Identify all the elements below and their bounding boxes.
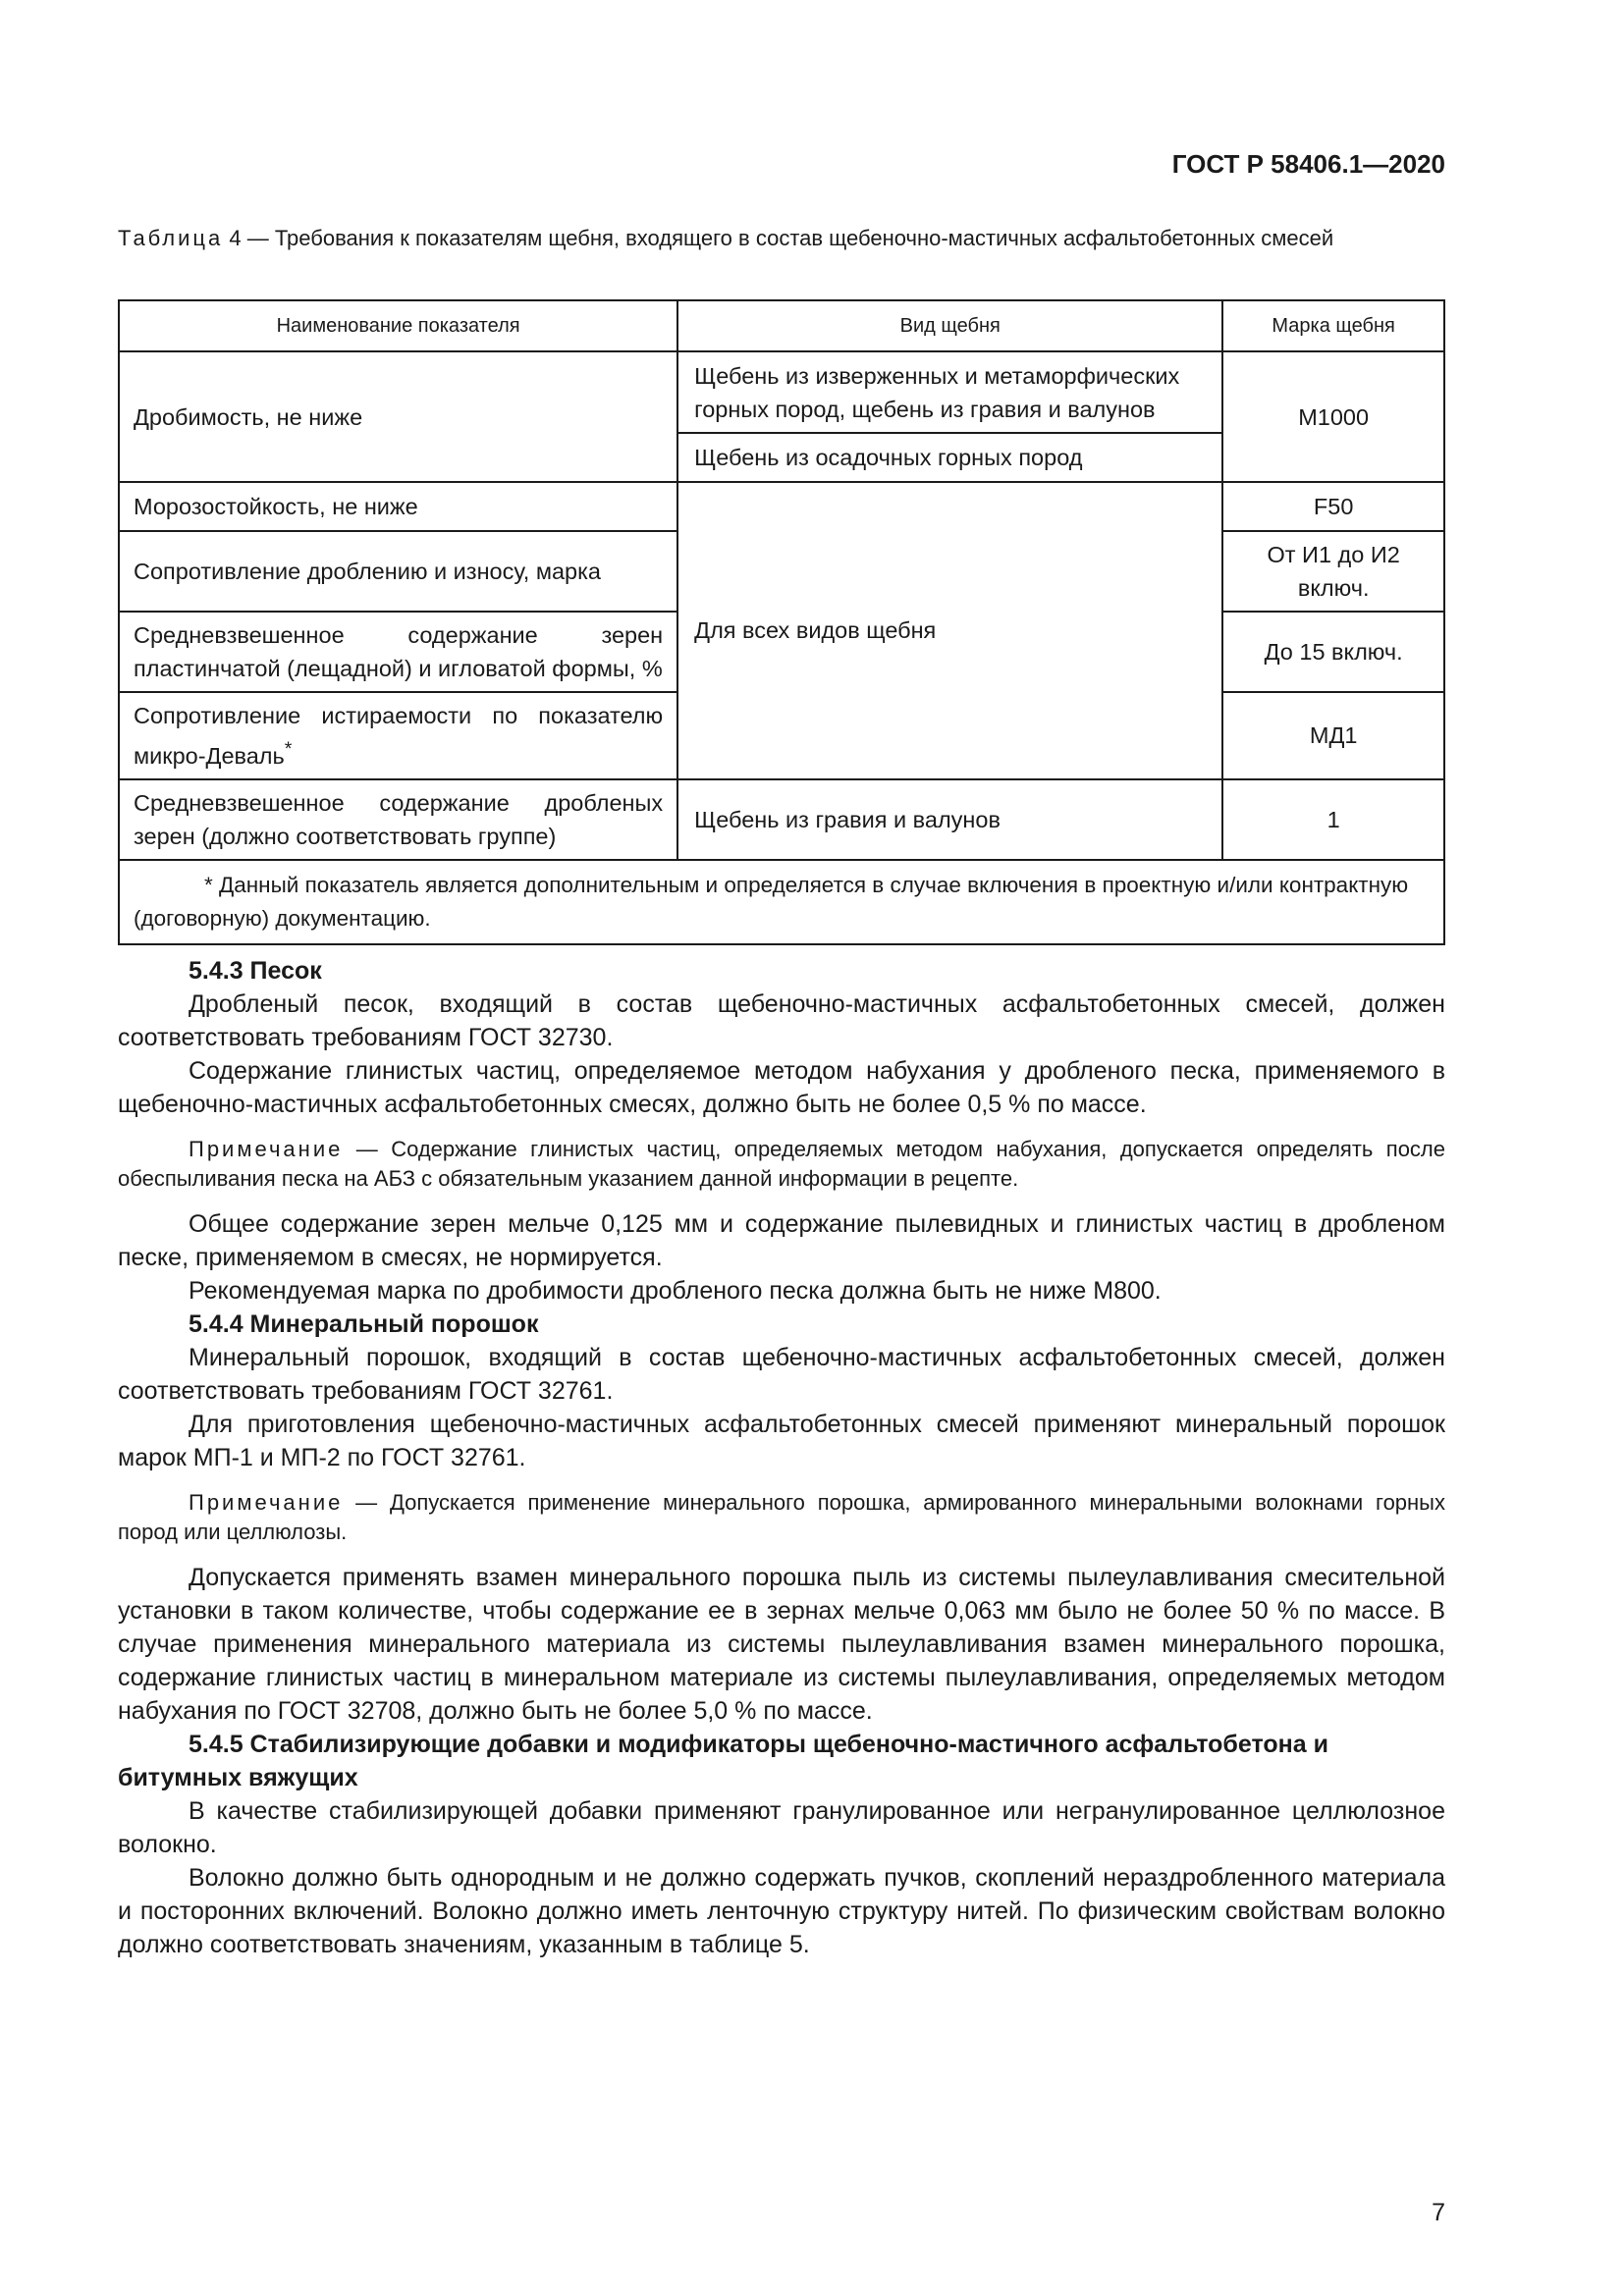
- page-number: 7: [1432, 2199, 1445, 2226]
- paragraph: Для приготовления щебеночно-мастичных асфальтобетонных смесей применяют минеральный порошок марок МП-1 и МП-2 по ГОСТ 32761.: [118, 1411, 1445, 1471]
- note-label: Примечание: [189, 1137, 344, 1161]
- row-kind-all-types: Для всех видов щебня: [677, 482, 1222, 779]
- note-text: — Содержание глинистых частиц, определяемых методом набухания, допускается определять после обеспыливания песка на АБЗ с обязательным указанием данной информации в рецепте.: [118, 1137, 1445, 1191]
- row-mark-crushability: М1000: [1222, 351, 1444, 482]
- table-footnote-text: * Данный показатель является дополнительным и определяется в случае включения в проектную и/или контрактную (договорную) документацию.: [134, 872, 1409, 931]
- table-caption-label: Таблица: [118, 226, 224, 250]
- paragraph: Рекомендуемая марка по дробимости дробленого песка должна быть не ниже М800.: [189, 1277, 1162, 1305]
- note: [118, 1135, 1445, 1194]
- note: [118, 1488, 1445, 1547]
- row-mark-crushed-grains: 1: [1222, 779, 1444, 860]
- section-5-4-4-title: 5.4.4 Минеральный порошок: [189, 1310, 539, 1338]
- table-caption: [118, 224, 1443, 253]
- table-caption-text: 4 — Требования к показателям щебня, входящего в состав щебеночно-мастичных асфальтобетонных смесей: [223, 226, 1334, 250]
- paragraph: Минеральный порошок, входящий в состав щебеночно-мастичных асфальтобетонных смесей, должен соответствовать требованиям ГОСТ 32761.: [118, 1344, 1445, 1405]
- row-name-micro-deval: [119, 692, 677, 779]
- row-name-frost-resistance: Морозостойкость, не ниже: [119, 482, 677, 531]
- row-kind-gravel: Щебень из гравия и валунов: [677, 779, 1222, 860]
- row-mark-flaky-grains: До 15 включ.: [1222, 612, 1444, 692]
- section-5-4-3-title: 5.4.3 Песок: [189, 957, 322, 985]
- column-header-gravel-type: Вид щебня: [677, 300, 1222, 351]
- row-name-crushed-grains: Средневзвешенное содержание дробленых зерен (должно соответствовать группе): [119, 779, 677, 860]
- footnote-mark: *: [284, 738, 293, 760]
- paragraph: Волокно должно быть однородным и не должно содержать пучков, скоплений нераздробленного материала и посторонних включений. Волокно должно иметь ленточную структуру нитей. По физическим свойствам волокно должно соответствовать значениям, указанным в таблице 5.: [118, 1864, 1445, 1958]
- section-5-4-5-title: 5.4.5 Стабилизирующие добавки и модификаторы щебеночно-мастичного асфальтобетона и битумных вяжущих: [118, 1731, 1328, 1791]
- paragraph: Содержание глинистых частиц, определяемое методом набухания у дробленого песка, применяемого в щебеночно-мастичных асфальтобетонных смесях, должно быть не более 0,5 % по массе.: [118, 1057, 1445, 1118]
- row-name-crushability: Дробимость, не ниже: [119, 351, 677, 482]
- paragraph: В качестве стабилизирующей добавки применяют гранулированное или негранулированное целлюлозное волокно.: [118, 1797, 1445, 1858]
- row-name-micro-deval-text: Сопротивление истираемости по показателю микро-Деваль: [134, 703, 664, 769]
- paragraph: Общее содержание зерен мельче 0,125 мм и содержание пылевидных и глинистых частиц в дробленом песке, применяемом в смесях, не нормируется.: [118, 1210, 1445, 1271]
- row-mark-wear-resistance: От И1 до И2 включ.: [1222, 531, 1444, 612]
- table-footnote-row: [119, 860, 1444, 944]
- table-row: [119, 779, 1444, 860]
- body-text: [118, 954, 1445, 1961]
- document-id: ГОСТ Р 58406.1—2020: [1171, 149, 1445, 179]
- row-kind-igneous: Щебень из изверженных и метаморфических горных пород, щебень из гравия и валунов: [677, 351, 1222, 433]
- paragraph: Дробленый песок, входящий в состав щебеночно-мастичных асфальтобетонных смесей, должен соответствовать требованиям ГОСТ 32730.: [118, 990, 1445, 1051]
- row-name-wear-resistance: Сопротивление дроблению и износу, марка: [119, 531, 677, 612]
- column-header-indicator: Наименование показателя: [119, 300, 677, 351]
- row-name-flaky-grains: Средневзвешенное содержание зерен пластинчатой (лещадной) и игловатой формы, %: [119, 612, 677, 692]
- row-kind-sedimentary: Щебень из осадочных горных пород: [677, 433, 1222, 482]
- paragraph: Допускается применять взамен минерального порошка пыль из системы пылеулавливания смесительной установки в таком количестве, чтобы содержание ее в зернах мельче 0,063 мм было не более 50 % по массе. В случае применения минерального материала из системы пылеулавливания взамен минерального порошка, содержание глинистых частиц в минеральном материале из системы пылеулавливания, определяемых методом набухания по ГОСТ 32708, должно быть не более 5,0 % по массе.: [118, 1564, 1445, 1725]
- column-header-gravel-grade: Марка щебня: [1222, 300, 1444, 351]
- table-header-row: [119, 300, 1444, 351]
- table-row: [119, 482, 1444, 531]
- note-label: Примечание: [189, 1490, 344, 1515]
- row-mark-micro-deval: МД1: [1222, 692, 1444, 779]
- table-footnote: [119, 860, 1444, 944]
- requirements-table: [118, 299, 1445, 945]
- note-text: — Допускается применение минерального порошка, армированного минеральными волокнами горных пород или целлюлозы.: [118, 1490, 1445, 1544]
- row-mark-frost-resistance: F50: [1222, 482, 1444, 531]
- table-row: [119, 351, 1444, 433]
